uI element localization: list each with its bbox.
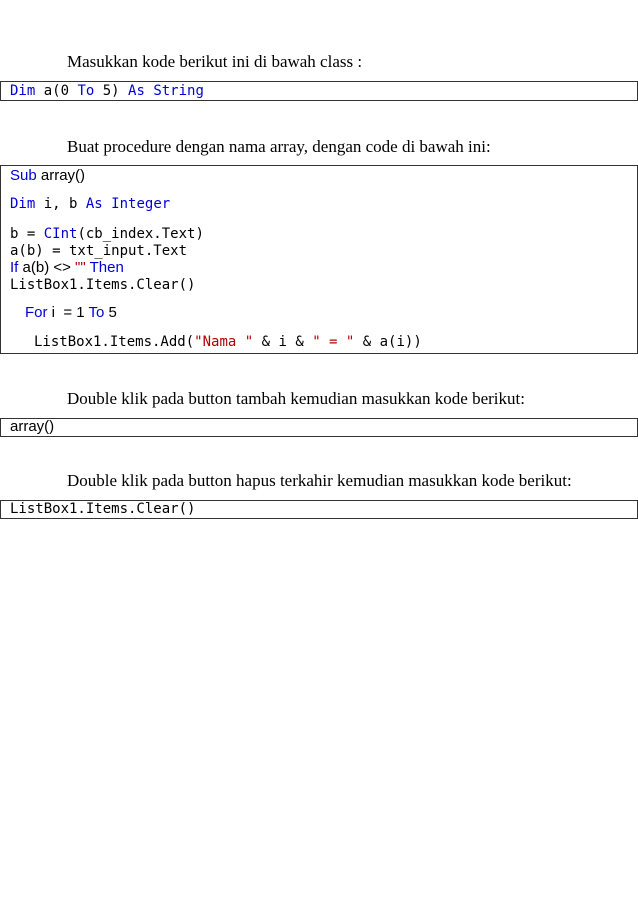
code-text (103, 196, 111, 212)
keyword: Then (89, 259, 124, 276)
code-text: i = 1 (47, 304, 89, 321)
string-literal: "Nama " (194, 334, 254, 350)
keyword: As (85, 196, 103, 212)
keyword: As (128, 83, 145, 99)
keyword: Dim (10, 83, 36, 99)
code-block-call (0, 418, 638, 437)
instruction-delete-button: Double klik pada button hapus terkahir kemudian masukkan kode berikut: (67, 471, 572, 490)
code-text: b = (10, 226, 44, 242)
code-block-clear (0, 500, 638, 519)
instruction-procedure: Buat procedure dengan nama array, dengan code di bawah ini: (67, 137, 491, 156)
code-line (10, 276, 195, 294)
keyword: String (153, 83, 204, 99)
code-line (10, 167, 85, 185)
keyword: If (10, 259, 19, 276)
code-line (10, 195, 170, 213)
code-line (10, 259, 124, 277)
string-literal: " = " (312, 334, 355, 350)
code-line: ListBox1.Items.Clear() (10, 501, 196, 517)
code-text: ListBox1.Items.Clear() (10, 277, 196, 293)
code-text: (cb_index.Text) (77, 226, 204, 242)
code-text: & a(i)) (354, 334, 422, 350)
keyword: To (77, 83, 95, 99)
code-line (34, 333, 422, 351)
code-line (10, 82, 204, 100)
code-line (25, 304, 117, 322)
keyword: Sub (10, 167, 37, 184)
keyword: Dim (10, 196, 36, 212)
code-text: ListBox1.Items.Add( (34, 334, 195, 350)
code-line (10, 225, 204, 243)
code-text: 5) (94, 83, 129, 99)
code-line: array() (10, 418, 55, 435)
code-text: a(b) = txt_input.Text (10, 243, 188, 259)
code-text: i, b (35, 196, 86, 212)
string-literal: "" (75, 259, 86, 276)
instruction-class: Masukkan kode berikut ini di bawah class : (67, 52, 363, 71)
keyword: Integer (111, 196, 171, 212)
code-text: a(b) <> (18, 259, 76, 276)
code-text: & i & (253, 334, 313, 350)
keyword: To (88, 304, 105, 321)
code-block-procedure (0, 165, 638, 354)
code-text: array() (36, 167, 86, 184)
code-line (10, 242, 187, 260)
instruction-add-button: Double klik pada button tambah kemudian masukkan kode berikut: (67, 389, 525, 408)
code-text: 5 (104, 304, 117, 321)
code-block-declaration (0, 81, 638, 101)
keyword: CInt (43, 226, 78, 242)
keyword: For (25, 304, 48, 321)
code-text: a(0 (35, 83, 78, 99)
